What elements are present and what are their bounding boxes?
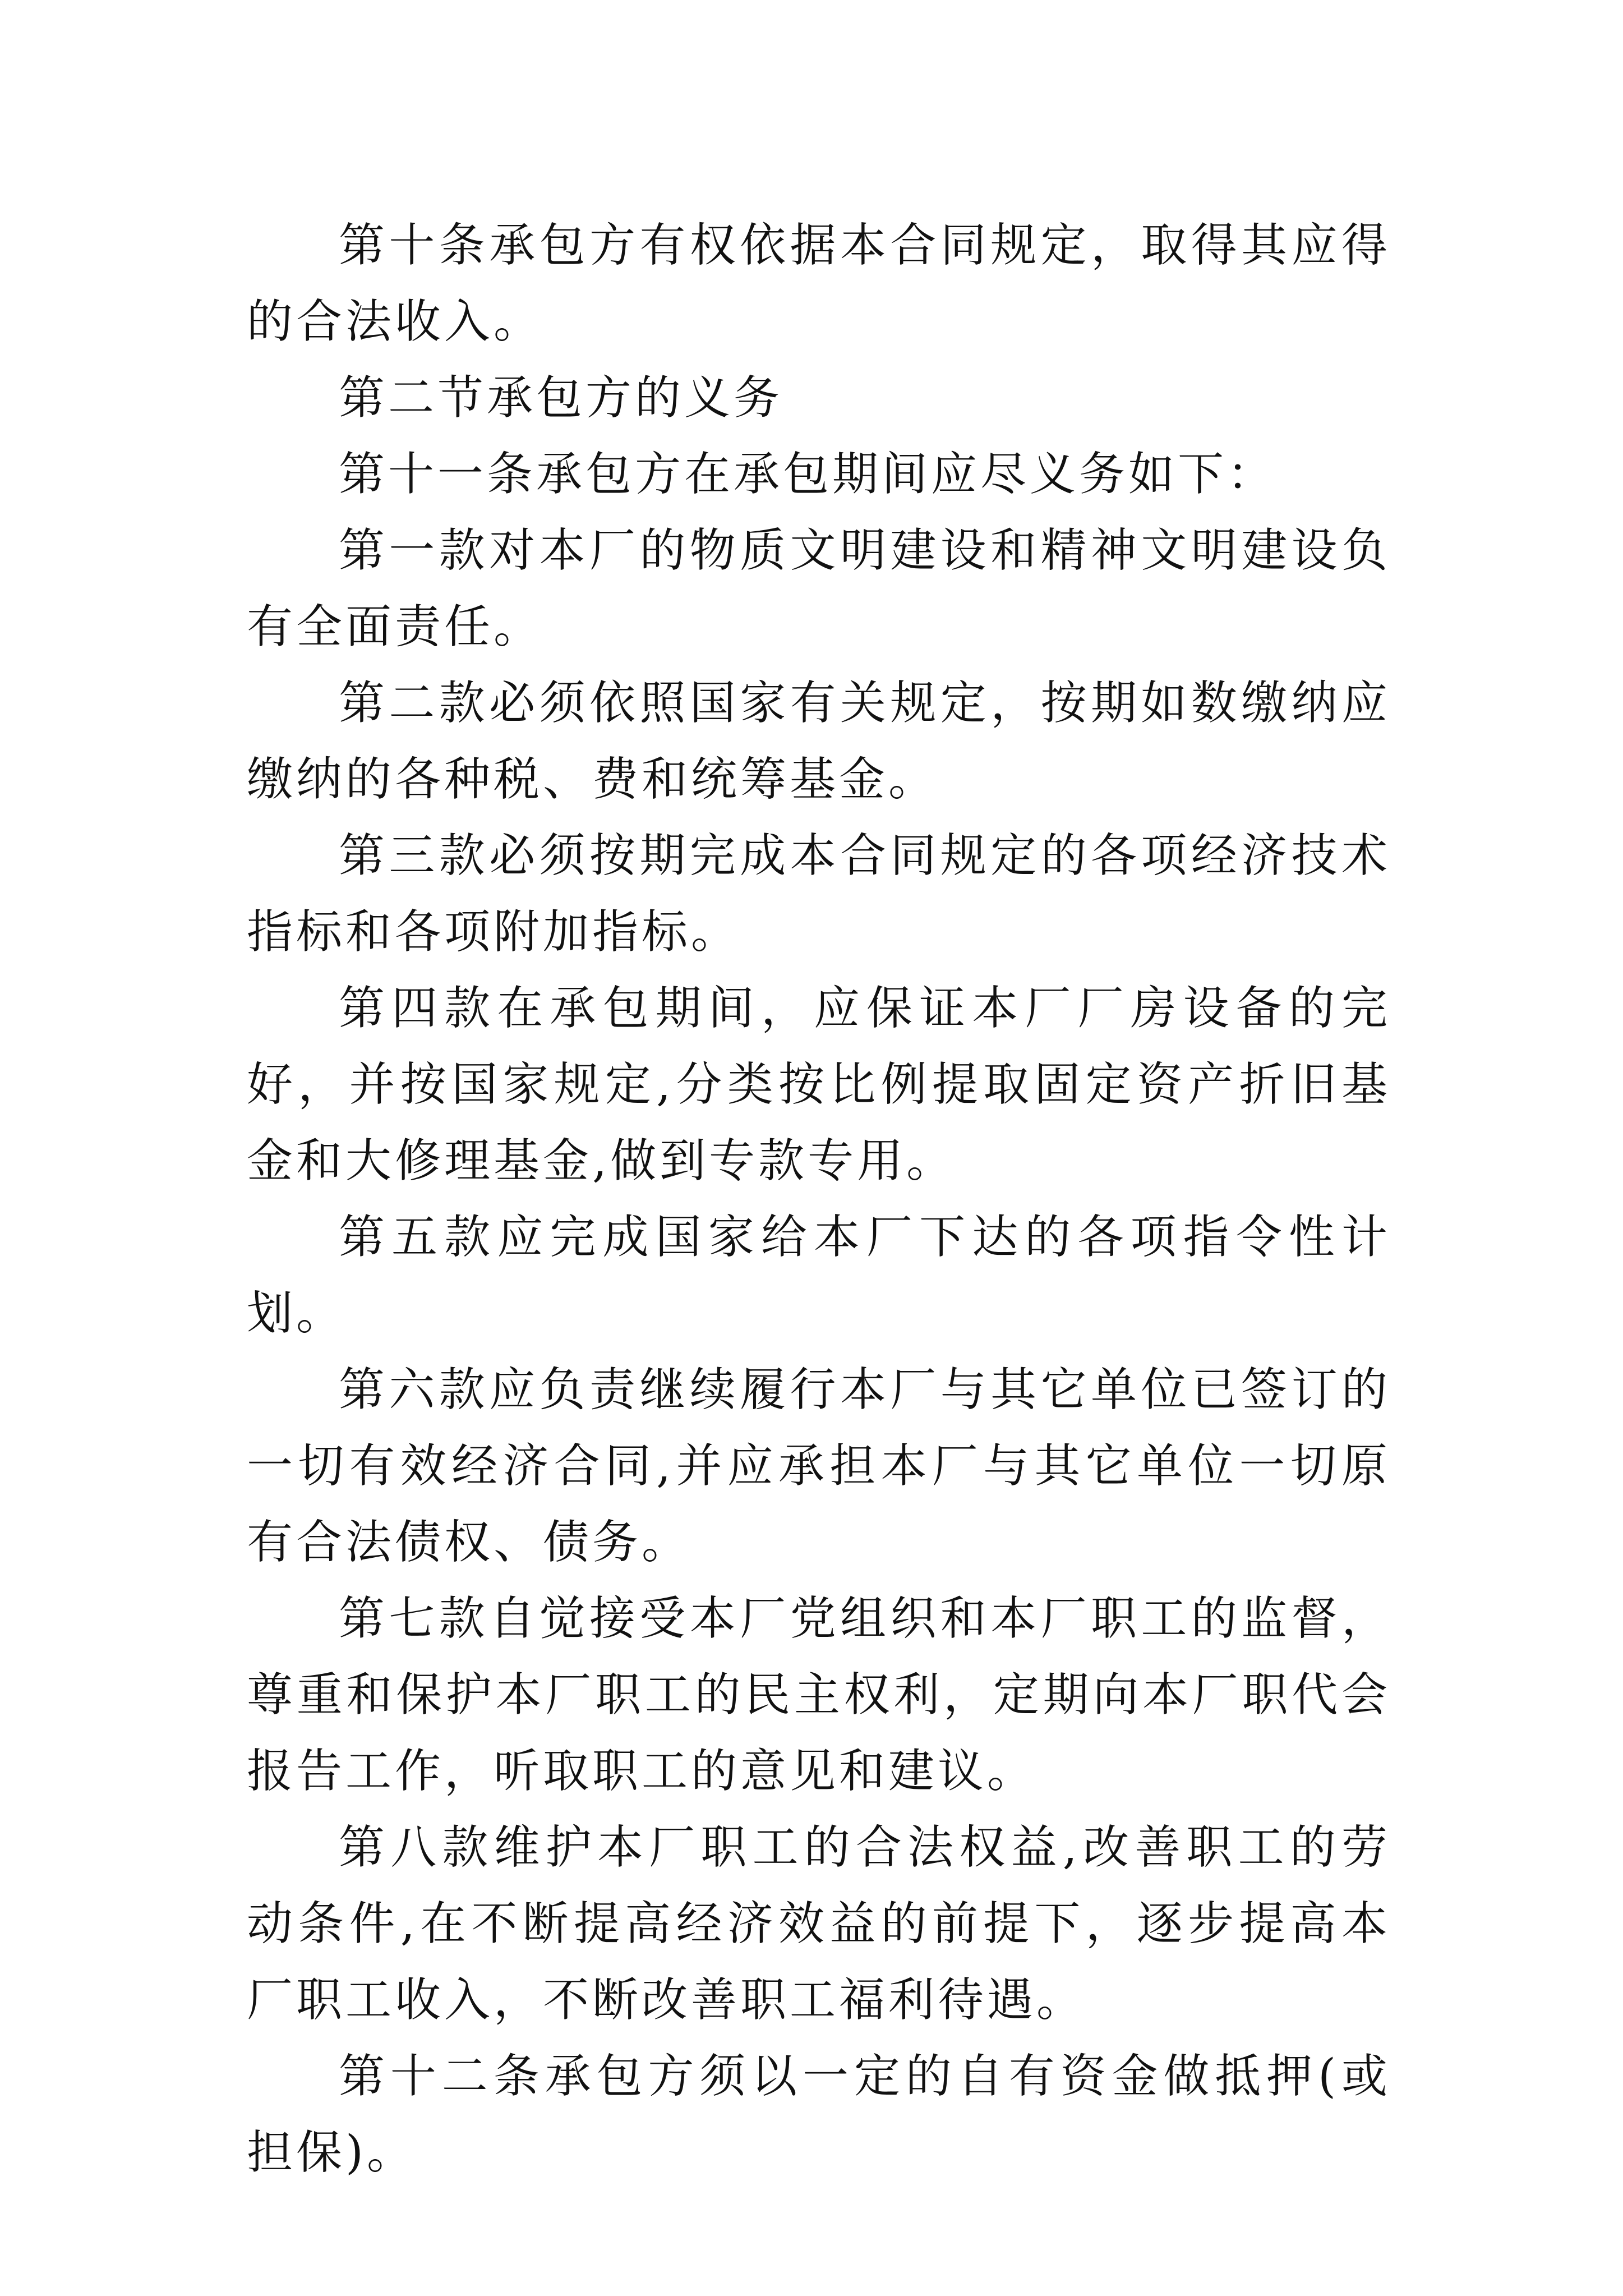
paragraph-article-11: 第十一条承包方在承包期间应尽义务如下： xyxy=(339,448,1277,501)
paragraph-clause-2: 第二款必须依照国家有关规定，按期如数缴纳应缴纳的各种税、费和统筹基金。 xyxy=(247,677,1391,806)
paragraph-clause-4: 第四款在承包期间，应保证本厂厂房设备的完好，并按国家规定,分类按比例提取固定资产折旧基金和大修理基金,做到专款专用。 xyxy=(247,982,1391,1188)
paragraph-clause-8: 第八款维护本厂职工的合法权益,改善职工的劳动条件,在不断提高经济效益的前提下，逐步提高本厂职工收入，不断改善职工福利待遇。 xyxy=(247,1821,1391,2027)
paragraph-clause-7: 第七款自觉接受本厂党组织和本厂职工的监督，尊重和保护本厂职工的民主权利，定期向本厂职代会报告工作，听取职工的意见和建议。 xyxy=(247,1592,1391,1798)
paragraph-clause-1: 第一款对本厂的物质文明建设和精神文明建设负有全面责任。 xyxy=(247,524,1391,654)
section-heading-contractor-obligations: 第二节承包方的义务 xyxy=(339,371,783,425)
paragraph-clause-3: 第三款必须按期完成本合同规定的各项经济技术指标和各项附加指标。 xyxy=(247,829,1391,959)
paragraph-article-10: 第十条承包方有权依据本合同规定，取得其应得的合法收入。 xyxy=(247,219,1391,348)
paragraph-clause-6: 第六款应负责继续履行本厂与其它单位已签订的一切有效经济合同,并应承担本厂与其它单位一切原有合法债权、债务。 xyxy=(247,1363,1391,1569)
document-body xyxy=(247,208,1391,2191)
paragraph-clause-5: 第五款应完成国家给本厂下达的各项指令性计划。 xyxy=(247,1211,1391,1340)
paragraph-article-12: 第十二条承包方须以一定的自有资金做抵押(或担保)。 xyxy=(247,2050,1391,2179)
